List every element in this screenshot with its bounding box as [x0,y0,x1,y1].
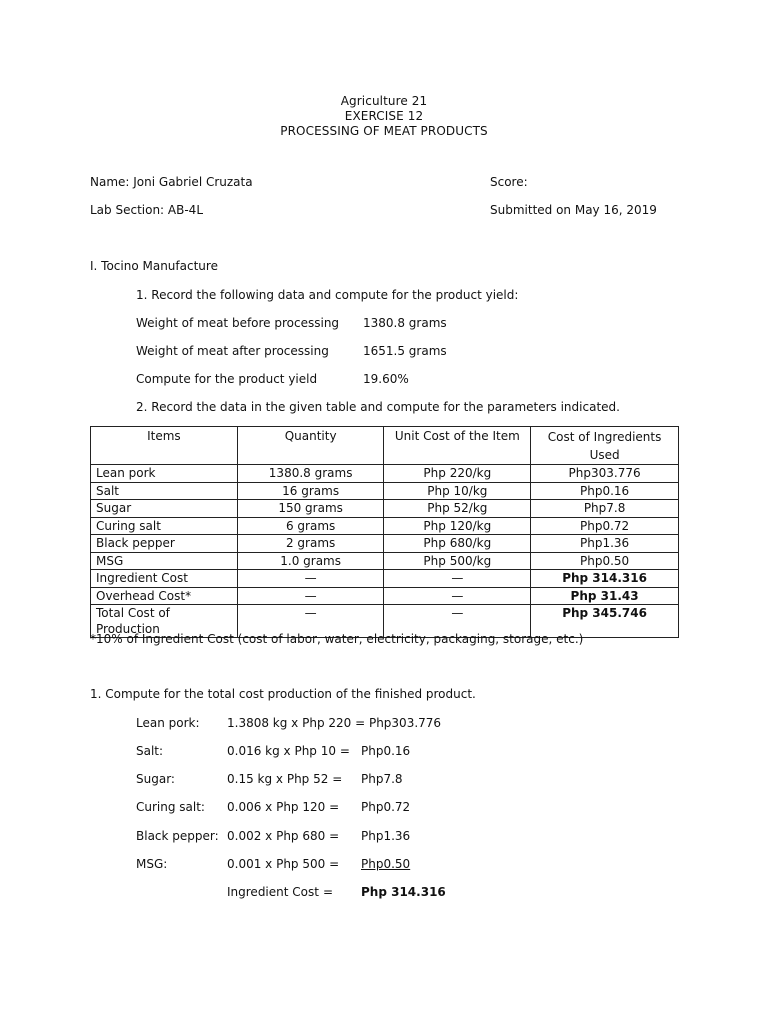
table-cell: Php303.776 [531,465,679,483]
table-cell: Salt [91,482,238,500]
column-header: Cost of Ingredients Used [531,427,679,465]
column-header: Unit Cost of the Item [384,427,531,465]
total-row [91,587,679,605]
exercise-title: EXERCISE 12 [344,109,424,123]
computation-formula: 0.002 x Php 680 = [227,829,340,843]
table-cell: Php1.36 [531,535,679,553]
table-row [91,535,679,553]
course-title: Agriculture 21 [340,94,428,108]
computation-label: Black pepper: [136,829,219,843]
computation-result: Php7.8 [361,772,403,786]
submission-date: Submitted on May 16, 2019 [490,203,657,217]
table-cell: Php 52/kg [384,500,531,518]
computation-heading: 1. Compute for the total cost production of the finished product. [90,687,476,701]
table-cell: Ingredient Cost [91,570,238,588]
table-row [91,482,679,500]
instruction-2: 2. Record the data in the given table and compute for the parameters indicated. [136,400,620,414]
table-cell: — [384,605,531,638]
table-cell: Php7.8 [531,500,679,518]
student-name: Name: Joni Gabriel Cruzata [90,175,253,189]
table-row [91,465,679,483]
ingredient-cost-total: Php 314.316 [361,885,446,899]
table-cell: Php0.16 [531,482,679,500]
computation-result: Php0.50 [361,857,411,871]
table-row [91,500,679,518]
table-cell: Php 120/kg [384,517,531,535]
computation-label: MSG: [136,857,168,871]
table-cell: 2 grams [237,535,384,553]
table-cell: 150 grams [237,500,384,518]
table-cell: Overhead Cost* [91,587,238,605]
table-cell: MSG [91,552,238,570]
total-row [91,570,679,588]
table-cell: — [384,587,531,605]
computation-label: Salt: [136,744,164,758]
table-cell: Php 220/kg [384,465,531,483]
table-cell: Php0.50 [531,552,679,570]
table-header-row [91,427,679,465]
yield-value: 19.60% [363,372,409,386]
yield-value: 1651.5 grams [363,344,447,358]
table-row [91,552,679,570]
table-cell: Php 314.316 [531,570,679,588]
table-cell: Php 345.746 [531,605,679,638]
table-cell: Php 10/kg [384,482,531,500]
table-cell: Php 500/kg [384,552,531,570]
table-cell: 1380.8 grams [237,465,384,483]
ingredient-cost-label: Ingredient Cost [227,885,319,899]
score-label: Score: [490,175,528,189]
computation-result: Php0.72 [361,800,411,814]
table-cell: Total Cost of Production [91,605,238,638]
table-row [91,517,679,535]
table-cell: — [237,570,384,588]
yield-label: Compute for the product yield [136,372,318,386]
table-cell: — [237,587,384,605]
computation-formula: 0.016 kg x Php 10 = [227,744,350,758]
yield-value: 1380.8 grams [363,316,447,330]
yield-label: Weight of meat after processing [136,344,329,358]
table-footnote: *10% of Ingredient Cost (cost of labor, water, electricity, packaging, storage, etc.) [90,632,584,646]
table-cell: 1.0 grams [237,552,384,570]
table-cell: Sugar [91,500,238,518]
computation-label: Sugar: [136,772,175,786]
column-header: Items [91,427,238,465]
computation-formula: 0.006 x Php 120 = [227,800,340,814]
table-cell: — [384,570,531,588]
table-cell: Php0.72 [531,517,679,535]
computation-formula: 0.15 kg x Php 52 = [227,772,343,786]
computation-formula: 1.3808 kg x Php 220 = Php303.776 [227,716,442,730]
computation-result: Php0.16 [361,744,411,758]
cost-table [90,426,679,638]
table-cell: Curing salt [91,517,238,535]
column-header: Quantity [237,427,384,465]
table-cell: — [237,605,384,638]
table-cell: Black pepper [91,535,238,553]
page-title: PROCESSING OF MEAT PRODUCTS [280,124,488,138]
computation-formula: 0.001 x Php 500 = [227,857,340,871]
table-cell: 6 grams [237,517,384,535]
computation-label: Curing salt: [136,800,205,814]
instruction-1: 1. Record the following data and compute for the product yield: [136,288,519,302]
table-cell: 16 grams [237,482,384,500]
computation-result: Php1.36 [361,829,411,843]
equals-sign: = [323,885,334,899]
table-cell: Php 680/kg [384,535,531,553]
yield-label: Weight of meat before processing [136,316,340,330]
computation-label: Lean pork: [136,716,200,730]
table-cell: Php 31.43 [531,587,679,605]
table-cell: Lean pork [91,465,238,483]
lab-section: Lab Section: AB-4L [90,203,204,217]
section-heading: I. Tocino Manufacture [90,259,218,273]
